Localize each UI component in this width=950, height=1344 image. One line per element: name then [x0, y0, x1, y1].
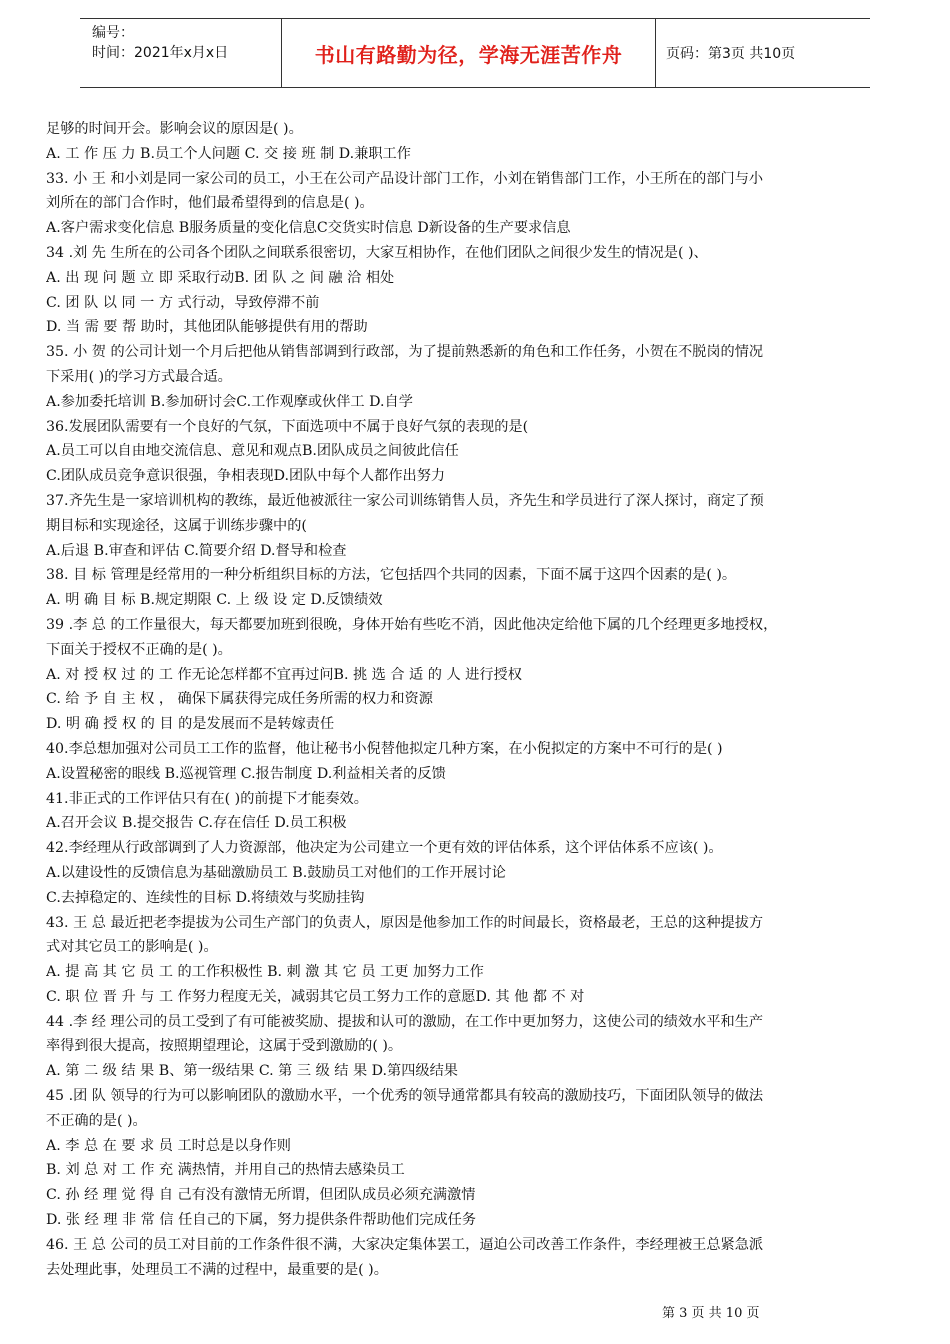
time-label: 时间：2021年x月x日 — [92, 45, 229, 61]
text-line: 44 .李 经 理公司的员工受到了有可能被奖励、提拔和认可的激励，在工作中更加努力，这使公司的绩效水平和生产 — [46, 1013, 764, 1030]
text-line: 40.李总想加强对公司员工工作的监督，他让秘书小倪替他拟定几种方案，在小倪拟定的方案中不可行的是( ) — [46, 740, 723, 757]
text-line: 42.李经理从行政部调到了人力资源部，他决定为公司建立一个更有效的评估体系，这个评估体系不应该( )。 — [46, 840, 723, 857]
text-line: A.以建设性的反馈信息为基础激励员工 B.鼓励员工对他们的工作开展讨论 — [46, 864, 506, 881]
text-line: 36.发展团队需要有一个良好的气氛，下面选项中不属于良好气氛的表现的是( — [46, 418, 529, 435]
text-line: A.员工可以自由地交流信息、意见和观点B.团队成员之间彼此信任 — [46, 443, 459, 460]
text-line: C.团队成员竞争意识很强，争相表现D.团队中每个人都作出努力 — [46, 468, 446, 485]
text-line: A. 出 现 问 题 立 即 采取行动B. 团 队 之 间 融 洽 相处 — [46, 269, 395, 286]
header-page-number: 页码：第3页 共10页 — [666, 46, 796, 62]
text-line: A. 工 作 压 力 B.员工个人问题 C. 交 接 班 制 D.兼职工作 — [46, 145, 411, 162]
text-line: 45 .团 队 领导的行为可以影响团队的激励水平，一个优秀的领导通常都具有较高的激励技巧，下面团队领导的做法 — [46, 1088, 764, 1105]
text-line: 去处理此事，处理员工不满的过程中，最重要的是( )。 — [46, 1261, 388, 1278]
page-footer: 第 3 页 共 10 页 — [662, 1306, 760, 1321]
text-line: 期目标和实现途径，这属于训练步骤中的( — [46, 517, 307, 534]
text-line: A. 明 确 目 标 B.规定期限 C. 上 级 设 定 D.反馈绩效 — [46, 592, 383, 609]
text-line: C. 团 队 以 同 一 方 式行动，导致停滞不前 — [46, 294, 320, 311]
text-line: A. 第 二 级 结 果 B、第一级结果 C. 第 三 级 结 果 D.第四级结果 — [46, 1063, 458, 1080]
text-line: 41.非正式的工作评估只有在( )的前提下才能奏效。 — [46, 790, 368, 807]
text-line: B. 刘 总 对 工 作 充 满热情，并用自己的热情去感染员工 — [46, 1162, 405, 1179]
text-line: 38. 目 标 管理是经常用的一种分析组织目标的方法，它包括四个共同的因素，下面不属于这四个因素的是( )。 — [46, 567, 737, 584]
text-line: D. 张 经 理 非 常 信 任自己的下属，努力提供条件帮助他们完成任务 — [46, 1212, 477, 1229]
text-line: A. 对 授 权 过 的 工 作无论怎样都不宜再过问B. 挑 选 合 适 的 人 进行授权 — [46, 666, 522, 683]
text-line: 足够的时间开会。影响会议的原因是( )。 — [46, 121, 303, 137]
page-header — [80, 18, 870, 88]
document-body — [46, 117, 908, 1282]
text-line: C. 给 予 自 主 权 ， 确保下属获得完成任务所需的权力和资源 — [46, 691, 433, 708]
header-motto: 书山有路勤为径，学海无涯苦作舟 — [282, 19, 656, 87]
text-line: A.后退 B.审查和评估 C.简要介绍 D.督导和检查 — [46, 542, 347, 559]
text-line: D. 明 确 授 权 的 目 的是发展而不是转嫁责任 — [46, 716, 335, 733]
text-line: C. 职 位 晋 升 与 工 作努力程度无关，减弱其它员工努力工作的意愿D. 其 他 都 不 对 — [46, 988, 585, 1005]
text-line: 35. 小 贺 的公司计划一个月后把他从销售部调到行政部，为了提前熟悉新的角色和工作任务，小贺在不脱岗的情况 — [46, 344, 764, 361]
text-line: C. 孙 经 理 觉 得 自 己有没有激情无所谓，但团队成员必须充满激情 — [46, 1187, 476, 1204]
text-line: A.设置秘密的眼线 B.巡视管理 C.报告制度 D.利益相关者的反馈 — [46, 765, 446, 782]
text-line: A. 提 高 其 它 员 工 的工作积极性 B. 刺 激 其 它 员 工更 加努力工作 — [46, 964, 484, 981]
text-line: 39 .李 总 的工作量很大，每天都要加班到很晚，身体开始有些吃不消，因此他决定给他下属的几个经理更多地授权， — [46, 616, 778, 633]
text-line: 43. 王 总 最近把老李提拔为公司生产部门的负责人，原因是他参加工作的时间最长，资格最老，王总的这种提拔方 — [46, 914, 764, 931]
text-line: A.参加委托培训 B.参加研讨会C.工作观摩或伙伴工 D.自学 — [46, 393, 413, 410]
text-line: A.召开会议 B.提交报告 C.存在信任 D.员工积极 — [46, 815, 347, 832]
text-line: D. 当 需 要 帮 助时，其他团队能够提供有用的帮助 — [46, 319, 368, 336]
serial-number-label: 编号： — [92, 25, 134, 41]
text-line: 率得到很大提高，按照期望理论，这属于受到激励的( )。 — [46, 1038, 403, 1055]
text-line: 下面关于授权不正确的是( )。 — [46, 641, 232, 658]
text-line: A.客户需求变化信息 B服务质量的变化信息C交货实时信息 D新设备的生产要求信息 — [46, 220, 571, 237]
text-line: 下采用( )的学习方式最合适。 — [46, 368, 232, 385]
text-line: 34 .刘 先 生所在的公司各个团队之间联系很密切，大家互相协作，在他们团队之间很少发生的情况是( )、 — [46, 244, 708, 261]
text-line: 37.齐先生是一家培训机构的教练，最近他被派往一家公司训练销售人员，齐先生和学员进行了深人探讨，商定了预 — [46, 492, 764, 509]
text-line: 式对其它员工的影响是( )。 — [46, 939, 218, 956]
text-line: C.去掉稳定的、连续性的目标 D.将绩效与奖励挂钩 — [46, 889, 365, 906]
text-line: 33. 小 王 和小刘是同一家公司的员工，小王在公司产品设计部门工作，小刘在销售部门工作，小王所在的部门与小 — [46, 170, 764, 187]
header-meta — [80, 19, 282, 87]
text-line: 46. 王 总 公司的员工对目前的工作条件很不满，大家决定集体罢工，逼迫公司改善工作条件，李经理被王总紧急派 — [46, 1236, 764, 1253]
text-line: A. 李 总 在 要 求 员 工时总是以身作则 — [46, 1137, 291, 1154]
text-line: 不正确的是( )。 — [46, 1112, 147, 1129]
text-line: 刘所在的部门合作时，他们最希望得到的信息是( )。 — [46, 195, 374, 212]
